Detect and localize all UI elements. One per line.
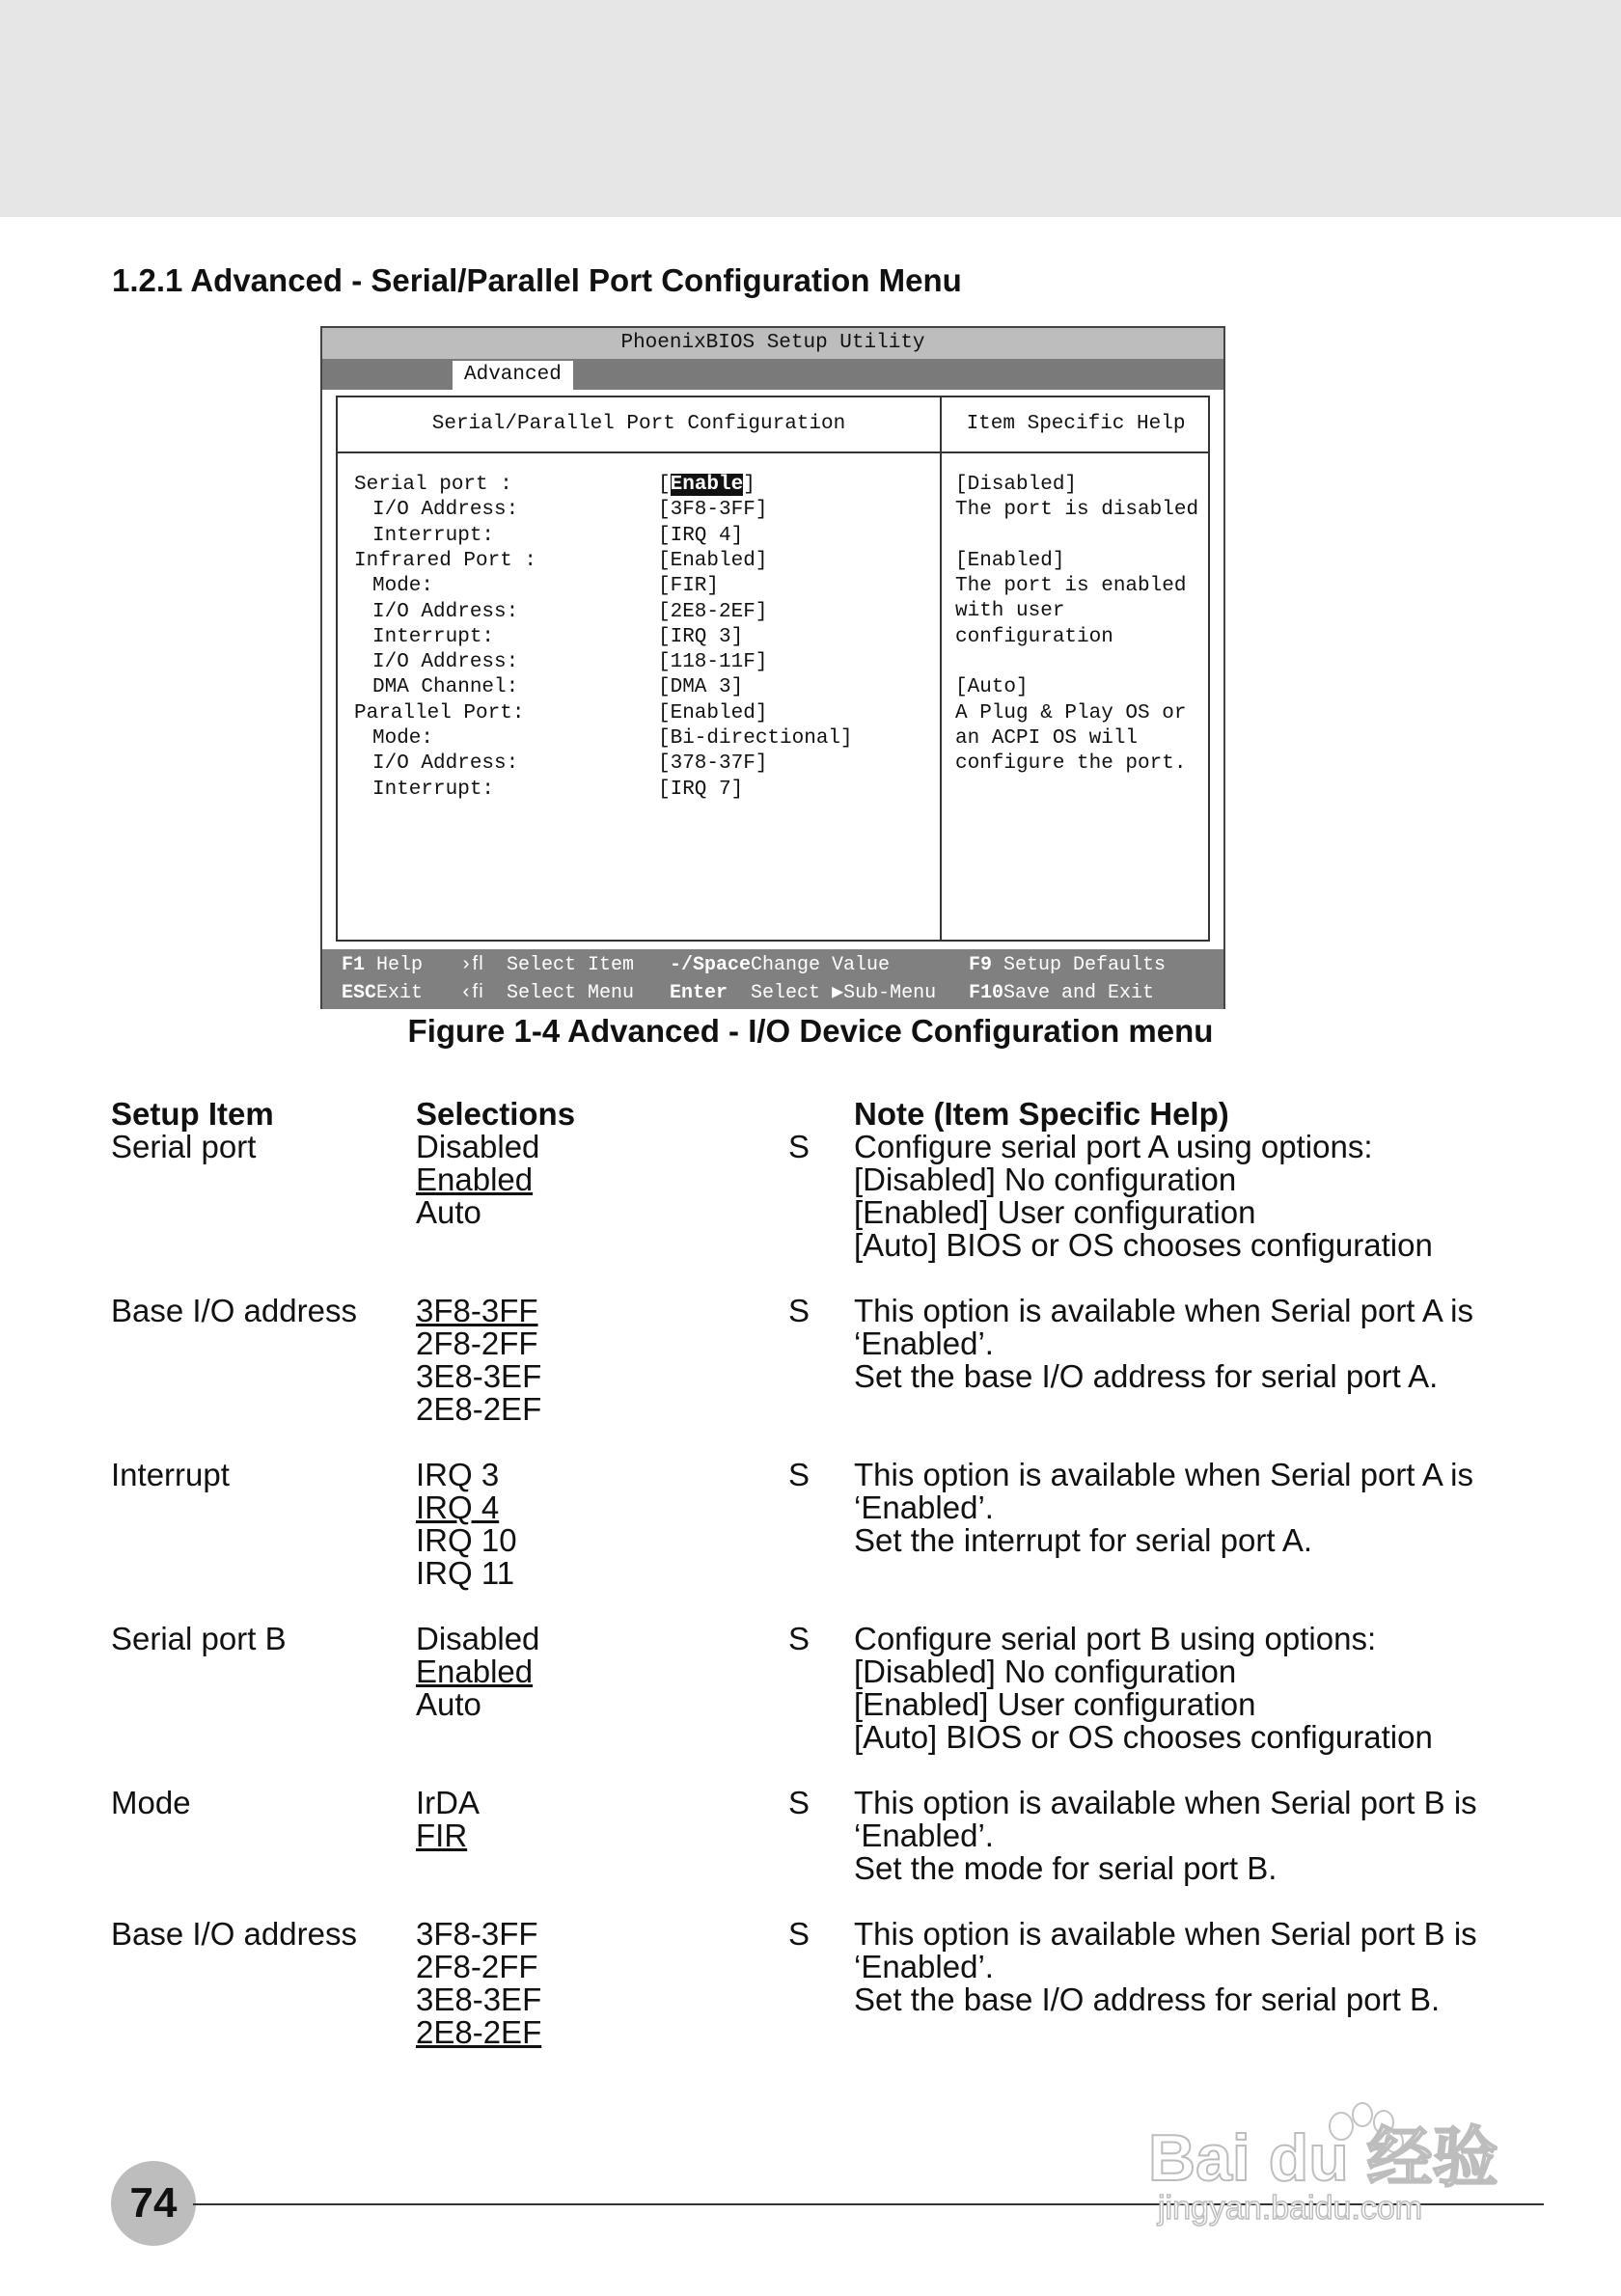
note-line: This option is available when Serial port B is: [854, 1916, 1477, 1952]
header-setup-item: Setup Item: [111, 1096, 274, 1132]
help-text: [Disabled] The port is disabled [Enabled] The port is enabled with user configuration [Auto] A Plug & Play OS or an ACPI OS will configure the port.: [955, 474, 1199, 776]
note-line: [Auto] BIOS or OS chooses configuration: [854, 1227, 1433, 1263]
bios-setting-value[interactable]: [Enabled]: [658, 549, 768, 572]
selection-option: Enabled: [416, 1162, 534, 1197]
note-line: This option is available when Serial port A is: [854, 1457, 1474, 1492]
bios-setting-row[interactable]: [338, 625, 940, 650]
table-note: [854, 1459, 1473, 1557]
bios-screenshot: [320, 326, 1225, 1009]
bios-setting-row[interactable]: [338, 473, 940, 498]
note-line: Set the interrupt for serial port A.: [854, 1522, 1313, 1558]
footer-enter[interactable]: Enter Select ▶Sub-Menu: [670, 982, 937, 1004]
note-line: [Enabled] User configuration: [854, 1686, 1256, 1722]
table-setup-item: Mode: [111, 1785, 191, 1820]
bios-setting-value[interactable]: [IRQ 7]: [658, 778, 744, 801]
note-line: Set the mode for serial port B.: [854, 1850, 1278, 1886]
table-note: [854, 1918, 1477, 2016]
selection-option: 2E8-2EF: [416, 2014, 542, 2050]
watermark-sub: jingyan.baidu.com: [1158, 2190, 1423, 2227]
bios-setting-row[interactable]: [338, 778, 940, 803]
table-flag: S: [788, 1916, 810, 1952]
note-line: Configure serial port B using options:: [854, 1621, 1377, 1656]
selection-option: Auto: [416, 1686, 481, 1722]
table-selections: [416, 1295, 541, 1426]
bios-setting-label: Mode:: [372, 575, 434, 598]
bios-setting-value[interactable]: [IRQ 4]: [658, 524, 744, 547]
selection-option: IRQ 3: [416, 1457, 500, 1492]
selection-option: 3F8-3FF: [416, 1293, 538, 1328]
table-flag: S: [788, 1457, 810, 1492]
table-selections: [416, 1459, 517, 1590]
bios-setting-row[interactable]: [338, 752, 940, 777]
bios-setting-row[interactable]: [338, 600, 940, 625]
help-header: Item Specific Help: [966, 413, 1186, 435]
note-line: ‘Enabled’.: [854, 1326, 994, 1361]
bios-setting-row[interactable]: [338, 650, 940, 675]
bios-setting-row[interactable]: [338, 549, 940, 574]
table-note: [854, 1623, 1433, 1754]
note-line: ‘Enabled’.: [854, 1949, 994, 1984]
bios-setting-label: I/O Address:: [372, 499, 519, 522]
bios-setting-label: Infrared Port :: [354, 549, 537, 572]
bios-setting-value[interactable]: [FIR]: [658, 575, 720, 598]
watermark-main: Bai du 经验: [1148, 2121, 1498, 2195]
selection-option: 3E8-3EF: [416, 1982, 542, 2017]
bios-setting-label: Interrupt:: [372, 625, 495, 648]
table-flag: S: [788, 1293, 810, 1328]
panel-header: Serial/Parallel Port Configuration: [431, 413, 846, 435]
selection-option: Auto: [416, 1194, 481, 1230]
bios-setting-label: I/O Address:: [372, 651, 519, 674]
submenu-arrow-icon: ▶: [832, 982, 844, 1004]
bios-setting-value[interactable]: [Enabled]: [658, 701, 768, 724]
bios-setting-label: Interrupt:: [372, 778, 495, 801]
bios-setting-label: Serial port :: [354, 474, 512, 496]
selection-option: IrDA: [416, 1785, 480, 1820]
table-flag: S: [788, 1129, 810, 1164]
table-setup-item: Base I/O address: [111, 1293, 357, 1328]
table-setup-item: Serial port: [111, 1129, 257, 1164]
bios-setting-row[interactable]: [338, 701, 940, 726]
selection-option: FIR: [416, 1818, 468, 1853]
footer-esc[interactable]: ESCExit: [342, 982, 424, 1004]
bios-setting-value[interactable]: [Enable]: [658, 474, 756, 496]
bios-setting-value[interactable]: [IRQ 3]: [658, 625, 744, 648]
header-divider: [338, 451, 1208, 453]
selection-option: IRQ 4: [416, 1490, 500, 1525]
panel-divider: [940, 397, 942, 940]
note-line: [Enabled] User configuration: [854, 1194, 1256, 1230]
selection-option: 2E8-2EF: [416, 1391, 542, 1427]
bios-setting-label: I/O Address:: [372, 600, 519, 623]
table-setup-item: Serial port B: [111, 1621, 287, 1656]
selection-option: IRQ 10: [416, 1522, 517, 1558]
bios-setting-label: Interrupt:: [372, 524, 495, 547]
note-line: Set the base I/O address for serial port A.: [854, 1358, 1439, 1394]
bios-setting-label: DMA Channel:: [372, 676, 519, 699]
selected-value-highlight[interactable]: Enable: [670, 474, 744, 496]
bios-setting-value[interactable]: [Bi-directional]: [658, 727, 853, 750]
bios-setting-row[interactable]: [338, 524, 940, 549]
bios-setting-value[interactable]: [378-37F]: [658, 752, 768, 776]
table-note: [854, 1295, 1473, 1393]
bios-setting-label: I/O Address:: [372, 752, 519, 776]
note-line: [Auto] BIOS or OS chooses configuration: [854, 1719, 1433, 1755]
header-note: Note (Item Specific Help): [854, 1096, 1229, 1132]
selection-option: 3F8-3FF: [416, 1916, 538, 1952]
note-line: ‘Enabled’.: [854, 1490, 994, 1525]
bios-footer: [322, 949, 1223, 1009]
note-line: This option is available when Serial port B is: [854, 1785, 1477, 1820]
footer-f9[interactable]: F9 Setup Defaults: [969, 954, 1167, 976]
selection-option: 2F8-2FF: [416, 1326, 538, 1361]
figure-caption: Figure 1-4 Advanced - I/O Device Configuration menu: [407, 1013, 1214, 1049]
note-line: ‘Enabled’.: [854, 1818, 994, 1853]
selection-option: IRQ 11: [416, 1555, 515, 1591]
footer-change-value[interactable]: -/SpaceChange Value: [670, 954, 891, 976]
footer-f1[interactable]: F1 Help: [342, 954, 424, 976]
watermark-logo: [1148, 2084, 1534, 2228]
note-line: [Disabled] No configuration: [854, 1162, 1237, 1197]
note-line: This option is available when Serial port A is: [854, 1293, 1474, 1328]
note-line: [Disabled] No configuration: [854, 1654, 1237, 1689]
bios-setting-row[interactable]: [338, 498, 940, 523]
bios-setting-row[interactable]: [338, 726, 940, 752]
bios-title: PhoenixBIOS Setup Utility: [322, 328, 1223, 359]
page-number: 74: [111, 2161, 196, 2246]
selection-option: Enabled: [416, 1654, 534, 1689]
bios-panel: [336, 396, 1210, 942]
selection-option: 3E8-3EF: [416, 1358, 542, 1394]
table-selections: [416, 1623, 539, 1721]
table-flag: S: [788, 1621, 810, 1656]
bios-setting-value[interactable]: [2E8-2EF]: [658, 600, 768, 623]
bios-setting-row[interactable]: [338, 574, 940, 599]
footer-f10[interactable]: F10Save and Exit: [969, 982, 1155, 1004]
selection-option: Disabled: [416, 1129, 540, 1164]
bios-setting-label: Parallel Port:: [354, 701, 525, 724]
header-selections: Selections: [416, 1096, 576, 1132]
footer-select-item[interactable]: ›ﬂ Select Item: [460, 954, 635, 976]
selection-option: 2F8-2FF: [416, 1949, 538, 1984]
table-flag: S: [788, 1785, 810, 1820]
footer-select-menu[interactable]: ‹ﬁ Select Menu: [460, 982, 635, 1004]
table-note: [854, 1131, 1433, 1262]
bios-setting-row[interactable]: [338, 675, 940, 700]
table-note: [854, 1787, 1477, 1885]
selection-option: Disabled: [416, 1621, 540, 1656]
tab-advanced[interactable]: Advanced: [453, 361, 573, 390]
bios-setting-value[interactable]: [3F8-3FF]: [658, 499, 768, 522]
header-band: [0, 0, 1621, 217]
table-selections: [416, 1787, 480, 1852]
section-title: 1.2.1 Advanced - Serial/Parallel Port Configuration Menu: [112, 262, 962, 298]
bios-setting-label: Mode:: [372, 727, 434, 750]
table-setup-item: Base I/O address: [111, 1916, 357, 1952]
note-line: Configure serial port A using options:: [854, 1129, 1373, 1164]
bios-setting-value[interactable]: [118-11F]: [658, 651, 768, 674]
table-selections: [416, 1131, 539, 1229]
note-line: Set the base I/O address for serial port B.: [854, 1982, 1441, 2017]
table-selections: [416, 1918, 541, 2049]
bios-setting-value[interactable]: [DMA 3]: [658, 676, 744, 699]
table-setup-item: Interrupt: [111, 1457, 230, 1492]
